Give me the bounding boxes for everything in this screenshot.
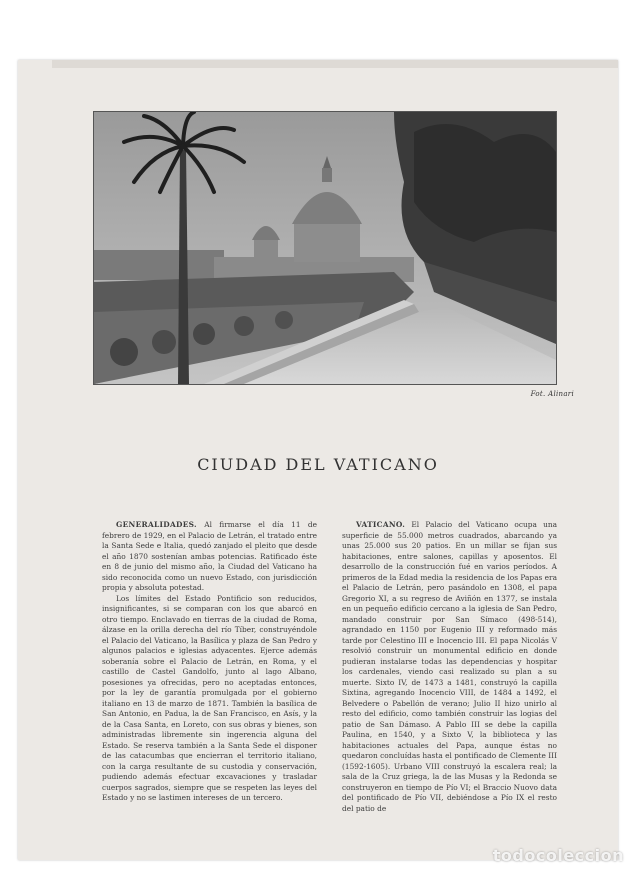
right-column	[342, 520, 557, 814]
right-paragraph-1	[342, 520, 557, 814]
left-paragraph-1	[102, 520, 317, 594]
left-paragraph-2: Los límites del Estado Pontificio son reducidos, insignificantes, si se comparan con los que abarcó en otro tiempo. Enclavado en tierras de la ciudad de Roma, álzase en la orilla derecha del río Tíber, construyéndole el Palacio del Vaticano, la Basílica y plaza de San Pedro y algunos palacios e iglesias adyacentes. Ejerce además soberanía sobre el Palacio de Letrán, en Roma, y el castillo de Castel Gandolfo, junto al lago Albano, posesiones ya ofrecidas, pero no aceptadas entonces, por la ley de garantía promulgada por el gobierno italiano en 13 de marzo de 1871. También la basílica de San Antonio, en Padua, la de San Francisco, en Asís, y la de la Casa Santa, en Loreto, con sus obras y bienes, son administradas libremente sin ingerencia alguna del Estado. Se reserva también a la Santa Sede el disponer de las catacumbas que encierran el territorio italiano, con la carga resultante de su custodia y conservación, pudiendo además efectuar excavaciones y trasladar cuerpos sagrados, siempre que se respeten las leyes del Estado y no se lastimen intereses de un tercero.	[102, 593, 317, 802]
left-para1-text: Al firmarse el día 11 de febrero de 1929, en el Palacio de Letrán, el tratado entre la Santa Sede e Italia, quedó zanjado el pleito que desde el año 1870 sostenían ambas potencias. Ratificado éste en 8 de junio del mismo año, la Ciudad del Vaticano ha sido reconocida como un nuevo Estado, con jurisdicción propia y absoluta potestad.	[102, 520, 317, 592]
photo-credit: Fot. Alinari	[530, 390, 574, 398]
watermark-logo: todocoleccion	[492, 846, 624, 865]
scanned-page	[18, 60, 618, 860]
page-shadow-band	[52, 60, 618, 68]
right-lead: VATICANO.	[356, 520, 406, 529]
right-para1-text: El Palacio del Vaticano ocupa una superficie de 55.000 metros cuadrados, abarcando ya unas 25.000 sus 20 patios. En un millar se fijan sus habitaciones, entre salones, capillas y aposentos. El desarrollo de la construcción fué en varios períodos. A primeros de la Edad media la residencia de los Papas era el Palacio de Letrán, pero pasándolo en 1308, el papa Gregorio XI, a su regreso de Aviñón en 1377, se instala en un pequeño edificio cercano a la iglesia de San Pedro, mandado construir por San Símaco (498-514), agrandado en 1150 por Eugenio III y reformado más tarde por Celestino III e Inocencio III. El papa Nicolás V resolvió construir un monumental edificio en donde pudieran instalarse todas las dependencias y hospitar los cardenales, viendo casi realizado su plan a su muerte. Sixto IV, de 1473 a 1481, construyó la capilla Sixtina, agregando Inocencio VIII, de 1484 a 1492, el Belvedere o Pabellón de verano; Julio II hizo unirlo al resto del edificio, como también construir las logias del patio de San Dámaso. A Pablo III se debe la capilla Paulina, en 1540, y a Sixto V, la biblioteca y las habitaciones actuales del Papa, aunque éstas no quedaron concluídas hasta el pontificado de Clemente III (1592-1605). Urbano VIII construyó la escalera real; la sala de la Cruz griega, la de las Musas y la Redonda se construyeron en tiempo de Pío VI; el Braccio Nuovo data del pontificado de Pío VII, debiéndose a Pío IX el resto del patio de	[342, 520, 557, 813]
left-lead: GENERALIDADES.	[116, 520, 197, 529]
vatican-garden-photo	[94, 112, 556, 384]
article-title: CIUDAD DEL VATICANO	[197, 455, 439, 474]
left-column	[102, 520, 317, 804]
